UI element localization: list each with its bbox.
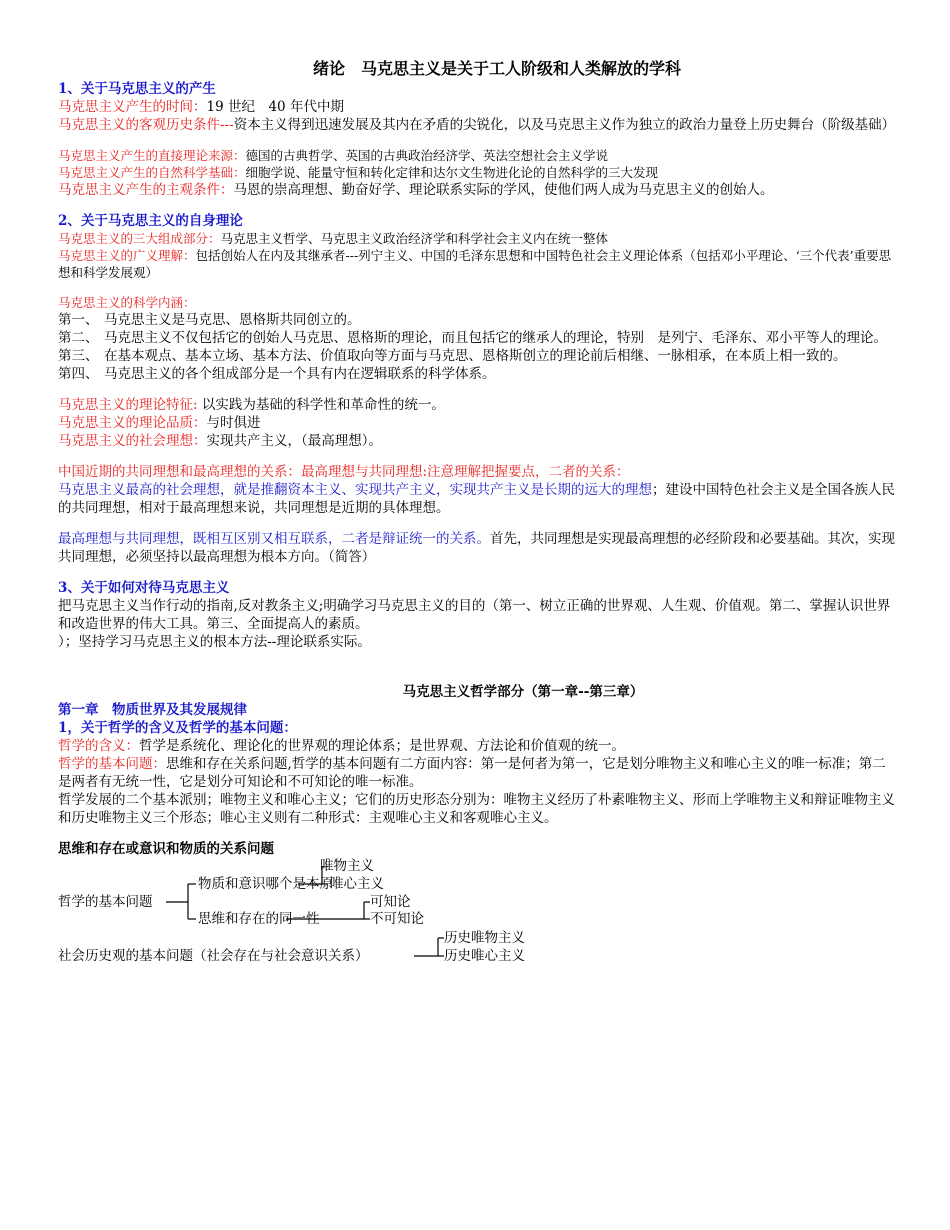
document-title: 绪论 马克思主义是关于工人阶级和人类解放的学科 — [312, 59, 681, 78]
three-parts-label: 马克思主义的三大组成部分： — [58, 231, 221, 246]
theory-quality-label: 马克思主义的理论品质： — [58, 415, 207, 431]
list-item-text: 马克思主义的各个组成部分是一个具有内在逻辑联系的科学体系。 — [104, 366, 496, 382]
spacer — [58, 383, 898, 396]
list-item-label: 第一、 — [58, 312, 99, 328]
spacer — [58, 134, 898, 147]
philosophy-basic-question-text: 思维和存在关系问题,哲学的基本问题有二方面内容：第一是何者为第一，它是划分唯物主义和唯心主义的唯一标准；第二是两者有无统一性，它是划分可知论和不可知论的唯一标准。 — [58, 756, 886, 790]
spacer — [58, 281, 898, 294]
philosophy-basic-question-label: 哲学的基本问题： — [58, 756, 166, 772]
subjective-conditions-text: 马恩的崇高理想、勤奋好学、理论联系实际的学风，使他们两人成为马克思主义的创始人。 — [233, 182, 774, 198]
science-basis — [58, 164, 898, 181]
section-3-heading: 3、关于如何对待马克思主义 — [58, 580, 230, 596]
social-ideal-label: 马克思主义的社会理想： — [58, 433, 207, 449]
social-ideal-text: 实现共产主义，（最高理想）。 — [206, 433, 382, 449]
broad-understanding-text: 包括创始人在内及其继承者---列宁主义、中国的毛泽东思想和中国特色社会主义理论体系（包括邓小平理论、‘三个代表’重要思想和科学发展观） — [58, 248, 892, 280]
spacer — [58, 566, 898, 579]
spacer — [58, 450, 898, 463]
historical-conditions-text: 资本主义得到迅速发展及其内在矛盾的尖锐化，以及马克思主义作为独立的政治力量登上历史舞台（阶级基础） — [233, 117, 896, 133]
three-parts — [58, 230, 898, 247]
list-item — [58, 365, 898, 383]
chapter-title: 第一章 物质世界及其发展规律 — [58, 702, 247, 718]
ideal-relation — [58, 481, 898, 517]
theory-feature-label: 马克思主义的理论特征: — [58, 397, 198, 413]
theory-sources-label: 马克思主义产生的直接理论来源： — [58, 148, 246, 163]
document-page — [58, 58, 898, 976]
historical-conditions — [58, 116, 898, 134]
list-item-label: 第三、 — [58, 348, 99, 364]
spacer — [58, 651, 898, 683]
theory-sources-text: 德国的古典哲学、英国的古典政治经济学、英法空想社会主义学说 — [245, 148, 609, 163]
philosophy-definition-text: 哲学是系统化、理论化的世界观的理论体系；是世界观、方法论和价值观的统一。 — [139, 738, 625, 754]
diagram-root-2: 社会历史观的基本问题（社会存在与社会意识关系） — [58, 948, 369, 964]
theory-quality — [58, 414, 898, 432]
list-item-text: 马克思主义不仅包括它的创始人马克思、恩格斯的理论，而且包括它的继承人的理论，特别 是列宁、毛泽东、邓小平等人的理论。 — [104, 330, 887, 346]
philosophy-definition-label: 哲学的含义： — [58, 738, 139, 754]
list-item-text: 马克思主义是马克思、恩格斯共同创立的。 — [104, 312, 361, 328]
part-title: 马克思主义哲学部分（第一章--第三章） — [402, 684, 644, 700]
diagram-branch-identity: 思维和存在的同一性 — [198, 911, 320, 927]
broad-understanding — [58, 247, 898, 281]
diagram-leaf-knowable: 可知论 — [370, 894, 411, 910]
diagram-root: 哲学的基本问题 — [58, 894, 153, 910]
historical-conditions-label: 马克思主义的客观历史条件--- — [58, 117, 234, 133]
spacer — [58, 827, 898, 840]
spacer — [58, 199, 898, 212]
science-basis-text: 细胞学说、能量守恒和转化定律和达尔文生物进化论的自然科学的三大发现 — [245, 165, 659, 180]
diagram-leaf-idealism: 唯心主义 — [330, 876, 384, 892]
list-item — [58, 311, 898, 329]
chapter-subheading: 1，关于哲学的含义及哲学的基本问题： — [58, 720, 297, 736]
diagram-leaf-historical-materialism: 历史唯物主义 — [444, 930, 525, 946]
theory-feature-text: 以实践为基础的科学性和革命性的统一。 — [197, 397, 445, 413]
spacer — [58, 858, 898, 866]
theory-sources — [58, 147, 898, 164]
dialectic-relation-text: 首先，共同理想是实现最高理想的必经阶段和必要基础。其次，实现共同理想，必须坚持以最高理想为根本方向。（简答） — [58, 531, 895, 565]
dialectic-relation-highlight: 最高理想与共同理想，既相互区别又相互联系，二者是辩证统一的关系。 — [58, 531, 490, 547]
origin-time — [58, 98, 898, 116]
spacer — [58, 517, 898, 530]
theory-quality-text: 与时俱进 — [206, 415, 261, 431]
science-basis-label: 马克思主义产生的自然科学基础： — [58, 165, 246, 180]
diagram-leaf-historical-idealism: 历史唯心主义 — [444, 948, 525, 964]
origin-time-label: 马克思主义产生的时间： — [58, 99, 207, 115]
subjective-conditions-label: 马克思主义产生的主观条件： — [58, 182, 234, 198]
diagram-leaf-unknowable: 不可知论 — [370, 911, 424, 927]
section-1-heading: 1、关于马克思主义的产生 — [58, 81, 216, 97]
origin-time-text: 19 世纪 40 年代中期 — [206, 99, 344, 115]
broad-understanding-label: 马克思主义的广义理解： — [58, 248, 196, 263]
diagram-branch-origin: 物质和意识哪个是本原 — [198, 876, 333, 892]
diagram-leaf-materialism: 唯物主义 — [320, 858, 374, 874]
section-3-text-2: ）；坚持学习马克思主义的根本方法--理论联系实际。 — [58, 634, 371, 650]
list-item — [58, 347, 898, 365]
diagram-heading: 思维和存在或意识和物质的关系问题 — [58, 841, 274, 857]
list-item-text: 在基本观点、基本立场、基本方法、价值取向等方面与马克思、恩格斯创立的理论前后相继、一脉相承，在本质上相一致的。 — [104, 348, 847, 364]
list-item — [58, 329, 898, 347]
ideal-relation-text: ；建设中国特色社会主义是全国各族人民的共同理想，相对于最高理想来说，共同理想是近期的具体理想。 — [58, 482, 895, 516]
three-parts-text: 马克思主义哲学、马克思主义政治经济学和科学社会主义内在统一整体 — [220, 231, 609, 246]
dialectic-relation — [58, 530, 898, 566]
list-item-label: 第四、 — [58, 366, 99, 382]
subjective-conditions — [58, 181, 898, 199]
list-item-label: 第二、 — [58, 330, 99, 346]
philosophy-definition — [58, 737, 898, 755]
ideal-relation-highlight: 马克思主义最高的社会理想，就是推翻资本主义、实现共产主义，实现共产主义是长期的远大的理想 — [58, 482, 652, 498]
philosophy-basic-question — [58, 755, 898, 791]
theory-feature — [58, 396, 898, 414]
scientific-connotation-label: 马克思主义的科学内涵： — [58, 295, 196, 310]
section-3-text: 把马克思主义当作行动的指南,反对教条主义;明确学习马克思主义的目的（第一、树立正确的世界观、人生观、价值观。第二、掌握认识世界和改造世界的伟大工具。第三、全面提高人的素质。 — [58, 598, 891, 632]
ideal-relation-heading: 中国近期的共同理想和最高理想的关系：最高理想与共同理想:注意理解把握要点，二者的关系： — [58, 464, 630, 480]
section-2-heading: 2、关于马克思主义的自身理论 — [58, 213, 243, 229]
relation-diagram — [58, 858, 898, 976]
philosophy-development: 哲学发展的二个基本派别；唯物主义和唯心主义；它们的历史形态分别为：唯物主义经历了朴素唯物主义、形而上学唯物主义和辩证唯物主义和历史唯物主义三个形态；唯心主义则有二种形式：主观唯心主义和客观唯心主义。 — [58, 792, 895, 826]
social-ideal — [58, 432, 898, 450]
